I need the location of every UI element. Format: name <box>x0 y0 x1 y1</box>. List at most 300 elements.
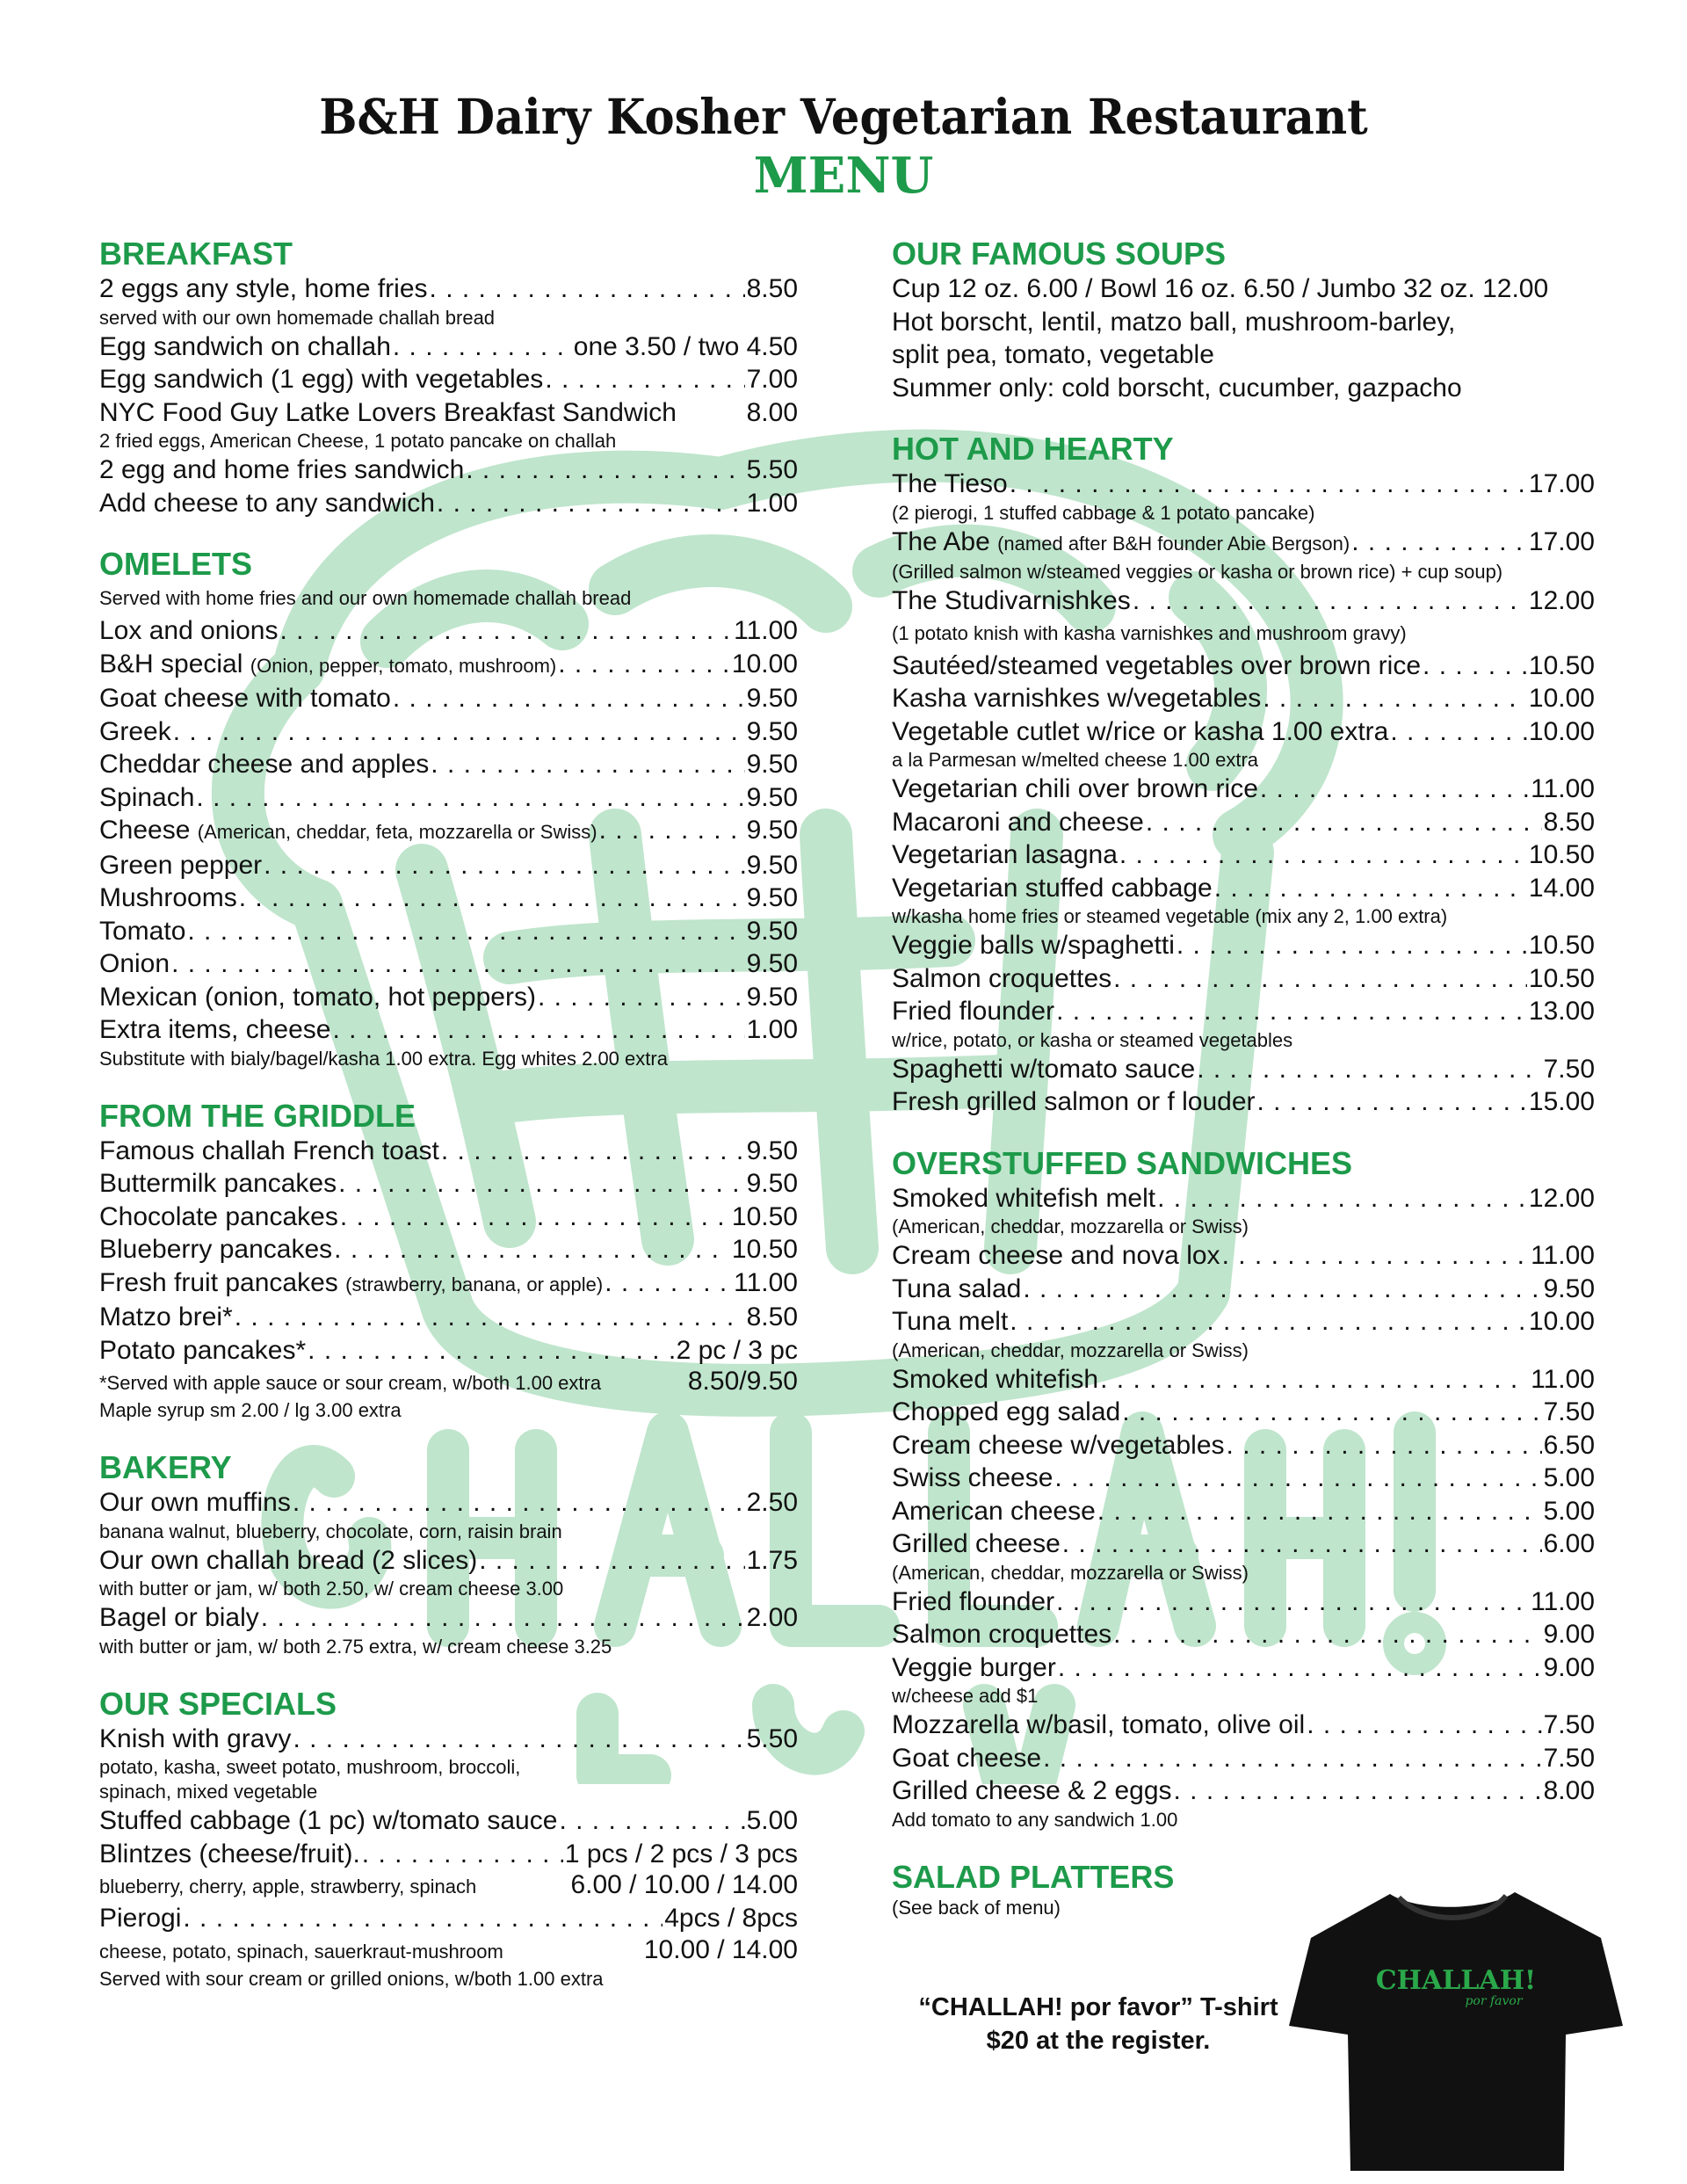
menu-header <box>0 88 1687 205</box>
item-name-text: B&H special <box>99 649 243 678</box>
item-name: Mushrooms <box>99 883 237 912</box>
item-price: 9.00 <box>1543 1620 1595 1649</box>
section-title: OUR FAMOUS SOUPS <box>892 236 1227 272</box>
promo-line: $20 at the register. <box>986 2027 1211 2055</box>
item-price: 9.50 <box>746 816 798 845</box>
item-note: cheese, potato, spinach, sauerkraut-mushroom <box>99 1940 503 1963</box>
item-price: 11.00 <box>1531 1241 1595 1270</box>
item-name: Salmon croquettes <box>892 963 1112 993</box>
section-title: HOT AND HEARTY <box>892 431 1174 467</box>
item-name: Goat cheese <box>892 1743 1042 1773</box>
menu-item <box>99 715 798 749</box>
item-note: w/cheese add $1 <box>892 1685 1039 1707</box>
item-price: 9.50 <box>1543 1273 1595 1303</box>
leader-dots <box>362 1838 563 1871</box>
item-price: 5.50 <box>746 1723 798 1753</box>
menu-item <box>99 814 798 849</box>
menu-item <box>892 995 1595 1028</box>
item-price: 8.50 <box>1543 807 1595 837</box>
item-price: 9.50 <box>746 750 798 779</box>
item-price: 10.50 <box>1528 650 1595 680</box>
item-name-text: The Abe <box>892 526 990 556</box>
tshirt-print-sub: por favor <box>1465 1994 1523 2008</box>
menu-item <box>99 1334 798 1368</box>
item-name: Fresh grilled salmon or f louder <box>892 1087 1256 1116</box>
item-note: (2 pierogi, 1 stuffed cabbage & 1 potato pancake) <box>892 501 1315 524</box>
item-name: Blueberry pancakes <box>99 1235 333 1264</box>
menu-item <box>892 1305 1595 1339</box>
item-name: 2 egg and home fries sandwich <box>99 455 465 484</box>
menu-item <box>99 1601 798 1635</box>
section-title: BAKERY <box>99 1449 232 1485</box>
leader-dots <box>264 849 744 882</box>
item-name: Add cheese to any sandwich <box>99 488 435 518</box>
item-note-row <box>99 1870 798 1902</box>
item-name: Potato pancakes* <box>99 1335 307 1365</box>
leader-dots <box>1056 995 1527 1028</box>
menu-item <box>99 272 798 306</box>
menu-item <box>892 1742 1595 1775</box>
leader-dots <box>1023 1273 1541 1306</box>
item-price: 10.50 <box>731 1201 798 1231</box>
section-breakfast <box>99 236 798 519</box>
item-name: Greek <box>99 716 171 746</box>
menu-item <box>892 1273 1595 1306</box>
leader-dots <box>559 1804 744 1838</box>
item-price: 9.50 <box>746 949 798 978</box>
menu-item <box>99 453 798 487</box>
leader-dots <box>1177 929 1527 962</box>
leader-dots <box>1157 1182 1527 1215</box>
leader-dots <box>1133 584 1527 618</box>
leader-dots <box>1174 1774 1542 1808</box>
leader-dots <box>261 1601 745 1635</box>
item-price: 2.50 <box>746 1488 798 1517</box>
item-price: 11.00 <box>1531 1586 1595 1616</box>
menu-item <box>99 1723 798 1756</box>
item-name: Spaghetti w/tomato sauce <box>892 1054 1196 1084</box>
menu-item <box>892 1363 1595 1397</box>
menu-item <box>99 748 798 781</box>
item-name-text: Fresh fruit pancakes <box>99 1267 338 1297</box>
menu-subtitle: MENU <box>753 147 934 205</box>
item-name: Matzo brei* <box>99 1302 233 1331</box>
item-name: Vegetarian lasagna <box>892 840 1118 869</box>
leader-dots <box>1263 682 1527 715</box>
leader-dots <box>1227 1429 1542 1462</box>
item-price: 7.50 <box>1543 1743 1595 1773</box>
item-inline-note: (Onion, pepper, tomato, mushroom) <box>250 654 557 677</box>
menu-item <box>99 1266 798 1302</box>
item-price: 4pcs / 8pcs <box>664 1904 798 1933</box>
item-name: Extra items, cheese <box>99 1015 331 1044</box>
menu-item <box>892 1774 1595 1808</box>
tshirt-print: CHALLAH! <box>1375 1965 1537 1996</box>
item-name: Tuna melt <box>892 1307 1009 1336</box>
leader-dots <box>558 648 730 681</box>
item-price: 6.00 <box>1543 1529 1595 1558</box>
item-name: Tuna salad <box>892 1273 1022 1303</box>
leader-dots <box>545 363 744 396</box>
section-title: OVERSTUFFED SANDWICHES <box>892 1144 1353 1181</box>
item-price: 6.00 / 10.00 / 14.00 <box>570 1870 798 1899</box>
leader-dots <box>1146 806 1542 839</box>
item-note: served with our own homemade challah bread <box>99 306 496 329</box>
menu-item <box>99 682 798 715</box>
item-note-row <box>99 1935 798 1967</box>
leader-dots <box>1056 1585 1529 1619</box>
item-name: Egg sandwich on challah <box>99 331 391 361</box>
section-hot-and-hearty <box>892 431 1595 1119</box>
leader-dots <box>605 1266 732 1300</box>
menu-item <box>892 1429 1595 1462</box>
item-note: (American, cheddar, mozzarella or Swiss) <box>892 1215 1249 1237</box>
menu-item <box>892 584 1595 618</box>
item-inline-note: (American, cheddar, feta, mozzarella or Swiss) <box>197 821 597 843</box>
item-price: 9.50 <box>746 684 798 713</box>
item-price: 15.00 <box>1528 1087 1595 1116</box>
tshirt-icon <box>1285 1876 1627 2175</box>
item-price: 10.00 / 14.00 <box>643 1934 798 1964</box>
item-name-text: Cheese <box>99 816 191 845</box>
item-price: 9.50 <box>746 1136 798 1165</box>
section-intro: Served with home fries and our own homemade challah bread <box>99 587 632 609</box>
item-price: 10.00 <box>1528 684 1595 713</box>
menu-item <box>892 838 1595 872</box>
item-price: 8.50 <box>746 274 798 303</box>
item-price: 7.50 <box>1543 1397 1595 1426</box>
restaurant-title: B&H Dairy Kosher Vegetarian Restaurant <box>319 88 1368 145</box>
item-note: a la Parmesan w/melted cheese 1.00 extra <box>892 749 1259 771</box>
item-inline-note: (strawberry, banana, or apple) <box>345 1273 604 1295</box>
item-price: 5.50 <box>746 455 798 484</box>
item-price: 17.00 <box>1528 526 1595 556</box>
item-note: banana walnut, blueberry, chocolate, corn, raisin brain <box>99 1520 562 1542</box>
item-price: 7.00 <box>746 365 798 394</box>
leader-dots <box>293 1486 745 1520</box>
menu-item <box>99 1301 798 1334</box>
leader-dots <box>430 272 745 306</box>
leader-dots <box>1257 1085 1527 1119</box>
menu-item <box>892 1585 1595 1619</box>
item-name <box>99 648 556 683</box>
item-name: American cheese <box>892 1496 1096 1526</box>
leader-dots <box>173 715 745 749</box>
leader-dots <box>441 1135 745 1168</box>
leader-dots <box>340 1201 730 1234</box>
leader-dots <box>1043 1742 1541 1775</box>
item-name: Blintzes (cheese/fruit). <box>99 1839 360 1868</box>
menu-item <box>99 1902 798 1935</box>
item-price: 6.50 <box>1543 1430 1595 1460</box>
item-note: w/rice, potato, or kasha or steamed vegetables <box>892 1028 1293 1051</box>
menu-item <box>892 1462 1595 1495</box>
tshirt-body <box>1289 1892 1623 2171</box>
item-name: Tomato <box>99 916 186 946</box>
item-note: (American, cheddar, mozzarella or Swiss) <box>892 1561 1249 1584</box>
item-price: 1.75 <box>746 1545 798 1575</box>
menu-item <box>99 1167 798 1201</box>
leader-dots <box>1062 1527 1542 1561</box>
right-column <box>892 236 1595 1947</box>
item-price: 17.00 <box>1528 469 1595 498</box>
item-name: Goat cheese with tomato <box>99 684 391 713</box>
menu-item <box>892 1396 1595 1429</box>
item-price: 8.00 <box>1543 1776 1595 1805</box>
leader-dots <box>171 947 745 981</box>
leader-dots <box>393 330 572 364</box>
item-note-row <box>99 1367 798 1398</box>
item-name: Macaroni and cheese <box>892 807 1144 837</box>
item-name <box>99 814 597 849</box>
item-name: Vegetarian stuffed cabbage <box>892 873 1213 903</box>
item-price: 7.50 <box>1543 1054 1595 1084</box>
item-name: Stuffed cabbage (1 pc) w/tomato sauce <box>99 1806 558 1835</box>
menu-item <box>892 715 1595 749</box>
leader-dots <box>1260 773 1529 806</box>
item-name: Fried flounder <box>892 1586 1055 1616</box>
tshirt-promo <box>918 1991 1278 2057</box>
item-name <box>892 526 1350 561</box>
item-price: 5.00 <box>1543 1463 1595 1492</box>
leader-dots <box>235 1301 745 1334</box>
leader-dots <box>1058 1651 1542 1685</box>
menu-item <box>892 773 1595 806</box>
menu-item <box>99 947 798 981</box>
leader-dots <box>1010 468 1527 501</box>
menu-item <box>99 849 798 882</box>
section-note: (See back of menu) <box>892 1896 1061 1919</box>
item-price: 13.00 <box>1528 997 1595 1026</box>
item-name: Smoked whitefish melt <box>892 1183 1156 1213</box>
menu-item <box>99 614 798 648</box>
item-price: 12.00 <box>1528 1183 1595 1213</box>
soup-list: split pea, tomato, vegetable <box>892 340 1214 369</box>
item-name: Buttermilk pancakes <box>99 1169 337 1198</box>
menu-item <box>892 872 1595 905</box>
menu-item <box>892 1709 1595 1742</box>
leader-dots <box>187 915 744 948</box>
item-name: Onion <box>99 949 170 978</box>
leader-dots <box>334 1233 730 1266</box>
item-name: NYC Food Guy Latke Lovers Breakfast Sandwich <box>99 397 677 427</box>
item-price: 11.00 <box>734 616 798 645</box>
menu-item <box>99 1233 798 1266</box>
section-title: SALAD PLATTERS <box>892 1858 1175 1895</box>
menu-item <box>99 981 798 1014</box>
item-price: 5.00 <box>746 1806 798 1835</box>
item-price: 10.00 <box>731 649 798 678</box>
leader-dots <box>1010 1305 1527 1339</box>
item-price: 7.50 <box>1543 1710 1595 1739</box>
menu-item <box>892 1182 1595 1215</box>
item-price: 14.00 <box>1528 873 1595 903</box>
item-name: Vegetable cutlet w/rice or kasha 1.00 extra <box>892 716 1389 746</box>
section-specials <box>99 1686 798 1992</box>
item-name: The Studivarnishkes <box>892 586 1131 615</box>
item-price: 5.00 <box>1543 1496 1595 1526</box>
item-name: The Tieso <box>892 469 1008 498</box>
item-name: Lox and onions <box>99 616 279 645</box>
menu-item <box>99 1135 798 1168</box>
leader-dots <box>431 748 744 781</box>
leader-dots <box>1222 1239 1530 1273</box>
menu-item <box>892 1239 1595 1273</box>
item-note: spinach, mixed vegetable <box>99 1781 318 1803</box>
item-name: Our own muffins <box>99 1488 291 1517</box>
section-footnote: Substitute with bialy/bagel/kasha 1.00 extra. Egg whites 2.00 extra <box>99 1047 668 1070</box>
menu-item <box>99 396 798 430</box>
item-note: Served with sour cream or grilled onions, w/both 1.00 extra <box>99 1967 604 1990</box>
item-note: with butter or jam, w/ both 2.50, w/ cream cheese 3.00 <box>99 1578 564 1600</box>
item-name: Salmon croquettes <box>892 1620 1112 1649</box>
menu-item <box>892 1495 1595 1528</box>
item-price: 8.50 <box>746 1302 798 1331</box>
item-price: 2 pc / 3 pc <box>676 1335 798 1365</box>
item-name: Egg sandwich (1 egg) with vegetables <box>99 365 544 394</box>
leader-dots <box>1390 715 1527 749</box>
item-name: Green pepper <box>99 850 263 880</box>
promo-line: “CHALLAH! por favor” T-shirt <box>918 1993 1278 2021</box>
item-price: 11.00 <box>1531 774 1595 803</box>
menu-item <box>99 1013 798 1047</box>
menu-item <box>892 468 1595 501</box>
leader-dots <box>1351 526 1527 559</box>
item-note: with butter or jam, w/ both 2.75 extra, w/ cream cheese 3.25 <box>99 1635 612 1658</box>
item-price: one 3.50 / two 4.50 <box>573 331 798 361</box>
leader-dots <box>1197 1053 1541 1086</box>
item-price: 9.50 <box>746 782 798 812</box>
item-price: 12.00 <box>1528 586 1595 615</box>
item-name: Kasha varnishkes w/vegetables <box>892 684 1262 713</box>
menu-item <box>892 1618 1595 1651</box>
leader-dots <box>538 981 745 1014</box>
section-bakery <box>99 1449 798 1659</box>
leader-dots <box>332 1013 744 1047</box>
item-name: Cheddar cheese and apples <box>99 750 430 779</box>
leader-dots <box>393 682 745 715</box>
menu-item <box>99 487 798 520</box>
item-price: 2.00 <box>746 1603 798 1632</box>
menu-item <box>99 330 798 364</box>
menu-item <box>892 929 1595 962</box>
menu-item <box>99 882 798 915</box>
leader-dots <box>1054 1462 1541 1495</box>
item-note: potato, kasha, sweet potato, mushroom, broccoli, <box>99 1756 521 1778</box>
item-name: Grilled cheese <box>892 1529 1061 1558</box>
section-sandwiches <box>892 1145 1595 1832</box>
item-price: 8.00 <box>746 397 798 427</box>
menu-item <box>99 781 798 815</box>
item-price: 9.00 <box>1543 1652 1595 1682</box>
leader-dots <box>1100 1363 1529 1397</box>
item-price: 1 pcs / 2 pcs / 3 pcs <box>564 1839 798 1868</box>
menu-item <box>892 526 1595 561</box>
item-price: 9.50 <box>746 982 798 1012</box>
leader-dots <box>1113 1618 1541 1651</box>
item-name: Bagel or bialy <box>99 1603 259 1632</box>
item-price: 11.00 <box>734 1267 798 1297</box>
item-name: Spinach <box>99 782 195 812</box>
section-title: OUR SPECIALS <box>99 1685 337 1722</box>
item-note: (Grilled salmon w/steamed veggies or kasha or brown rice) + cup soup) <box>892 561 1503 583</box>
item-note: blueberry, cherry, apple, strawberry, spinach <box>99 1876 477 1897</box>
soup-sizes: Cup 12 oz. 6.00 / Bowl 16 oz. 6.50 / Jumbo 32 oz. 12.00 <box>892 274 1549 303</box>
item-price: 10.50 <box>731 1235 798 1264</box>
leader-dots <box>1097 1495 1542 1528</box>
menu-item <box>892 1527 1595 1561</box>
section-griddle <box>99 1098 798 1424</box>
menu-item <box>892 1651 1595 1685</box>
left-column <box>99 236 798 2018</box>
item-name: 2 eggs any style, home fries <box>99 274 428 303</box>
item-price: 1.00 <box>746 488 798 518</box>
soup-summer: Summer only: cold borscht, cucumber, gazpacho <box>892 373 1462 403</box>
section-title: FROM THE GRIDDLE <box>99 1097 416 1134</box>
item-name: Cream cheese and nova lox <box>892 1241 1220 1270</box>
leader-dots <box>437 487 745 520</box>
menu-item <box>892 1053 1595 1086</box>
leader-dots <box>183 1902 662 1935</box>
item-note: w/kasha home fries or steamed vegetable (mix any 2, 1.00 extra) <box>892 905 1448 927</box>
item-note: 2 fried eggs, American Cheese, 1 potato pancake on challah <box>99 430 617 452</box>
leader-dots <box>1113 962 1527 996</box>
item-price: 8.50/9.50 <box>687 1367 798 1396</box>
item-name: Knish with gravy <box>99 1723 292 1753</box>
section-omelets <box>99 546 798 1071</box>
item-price: 10.00 <box>1528 716 1595 746</box>
menu-item <box>892 962 1595 996</box>
item-name: Smoked whitefish <box>892 1364 1099 1394</box>
menu-item <box>99 915 798 948</box>
item-name: Grilled cheese & 2 eggs <box>892 1776 1172 1805</box>
item-note: Add tomato to any sandwich 1.00 <box>892 1808 1178 1831</box>
item-name: Sautéed/steamed vegetables over brown rice <box>892 650 1422 680</box>
item-name: Chocolate pancakes <box>99 1201 338 1231</box>
item-price: 10.50 <box>1528 963 1595 993</box>
leader-dots <box>466 453 744 487</box>
soup-list: Hot borscht, lentil, matzo ball, mushroom-barley, <box>892 307 1456 337</box>
section-title: OMELETS <box>99 546 253 582</box>
item-name: Mozzarella w/basil, tomato, olive oil <box>892 1710 1306 1739</box>
item-price: 9.50 <box>746 716 798 746</box>
leader-dots <box>239 882 745 915</box>
menu-item <box>99 1838 798 1871</box>
item-note: Maple syrup sm 2.00 / lg 3.00 extra <box>99 1399 402 1421</box>
item-inline-note: (named after B&H founder Abie Bergson) <box>997 532 1350 555</box>
item-name: Veggie burger <box>892 1652 1056 1682</box>
item-note: (American, cheddar, mozzarella or Swiss) <box>892 1339 1249 1361</box>
leader-dots <box>308 1334 674 1368</box>
leader-dots <box>1423 649 1527 683</box>
item-price: 9.50 <box>746 916 798 946</box>
menu-item <box>99 1544 798 1578</box>
item-price: 11.00 <box>1531 1364 1595 1394</box>
menu-item <box>99 1486 798 1520</box>
menu-item <box>99 1201 798 1234</box>
item-price: 9.50 <box>746 850 798 880</box>
section-title: BREAKFAST <box>99 236 293 272</box>
item-price: 9.50 <box>746 883 798 912</box>
menu-item <box>892 682 1595 715</box>
item-note: *Served with apple sauce or sour cream, w/both 1.00 extra <box>99 1372 602 1394</box>
section-soups <box>892 236 1595 404</box>
item-name: Chopped egg salad <box>892 1397 1121 1426</box>
leader-dots <box>280 614 733 648</box>
item-name: Swiss cheese <box>892 1463 1053 1492</box>
leader-dots <box>479 1544 744 1578</box>
item-name: Pierogi <box>99 1904 182 1933</box>
